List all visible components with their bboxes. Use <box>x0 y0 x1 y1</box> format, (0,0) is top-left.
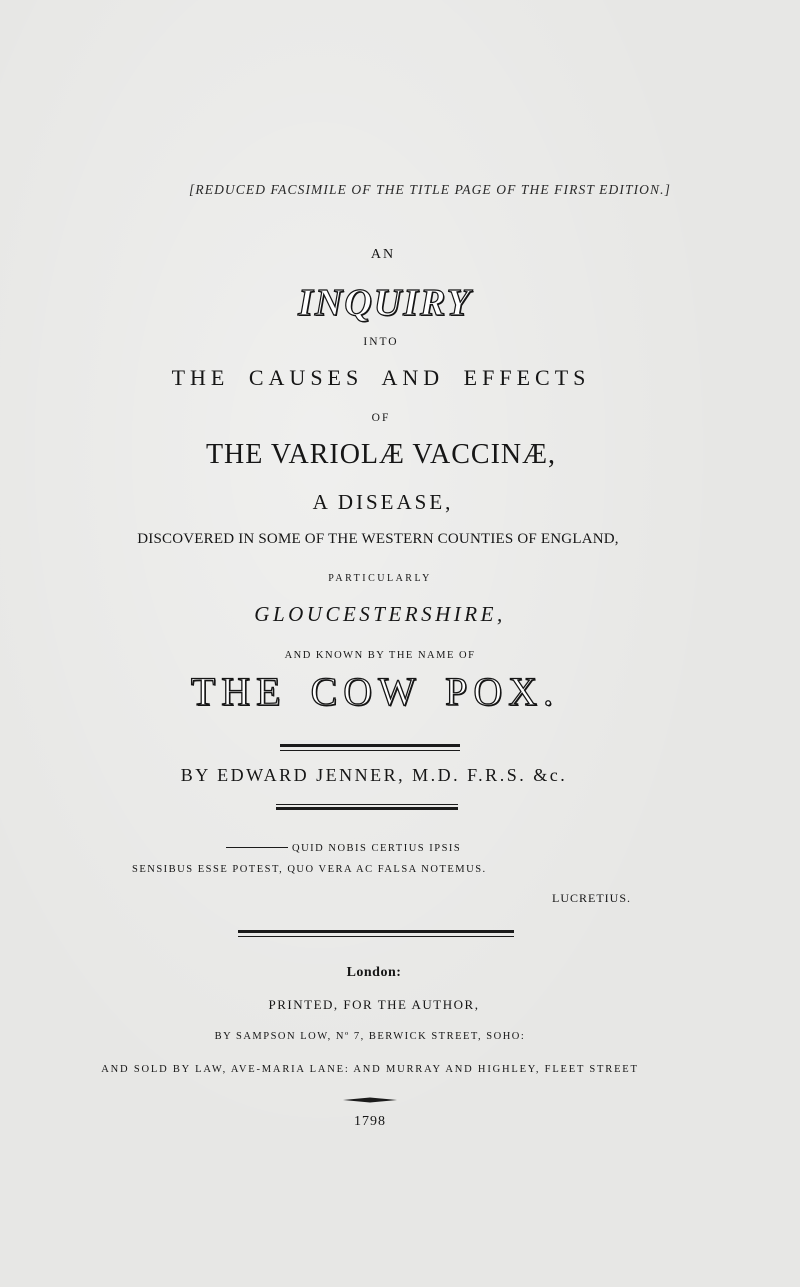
title-discovered: DISCOVERED IN SOME OF THE WESTERN COUNTIES OF ENGLAND, <box>137 531 619 547</box>
double-rule-bottom-thin <box>276 804 458 805</box>
double-rule-bottom-thick <box>276 807 458 810</box>
double-rule-top-thick <box>280 744 460 747</box>
author-byline: BY EDWARD JENNER, M.D. F.R.S. &c. <box>180 765 568 785</box>
epigraph-author: LUCRETIUS. <box>552 891 631 905</box>
imprint-sellers: AND SOLD BY LAW, AVE-MARIA LANE: AND MURRAY AND HIGHLEY, FLEET STREET <box>101 1064 639 1075</box>
title-gloucestershire: GLOUCESTERSHIRE, <box>254 602 506 626</box>
title-inquiry: INQUIRY <box>298 282 472 324</box>
epigraph-line-2: SENSIBUS ESSE POTEST, QUO VERA AC FALSA NOTEMUS. <box>132 864 487 875</box>
imprint-rule-thin <box>238 936 514 937</box>
imprint-printer: BY SAMPSON LOW, Nº 7, BERWICK STREET, SOHO: <box>214 1031 526 1042</box>
imprint-rule-thick <box>238 930 514 933</box>
title-cow-pox: THE COW POX. <box>190 669 560 714</box>
facsimile-caption: [REDUCED FACSIMILE OF THE TITLE PAGE OF THE FIRST EDITION.] <box>189 182 671 197</box>
title-into: INTO <box>363 336 399 348</box>
title-particularly: PARTICULARLY <box>328 573 432 584</box>
epigraph-dash <box>226 847 288 848</box>
title-an: AN <box>370 247 396 262</box>
title-a-disease: A DISEASE, <box>312 490 454 514</box>
imprint-place: London: <box>346 965 402 980</box>
imprint-printed-for: PRINTED, FOR THE AUTHOR, <box>268 997 480 1012</box>
title-causes-and-effects: THE CAUSES AND EFFECTS <box>171 365 591 390</box>
title-known-by-name: AND KNOWN BY THE NAME OF <box>284 650 476 661</box>
double-rule-top-thin <box>280 750 460 751</box>
ornament-rule-icon <box>343 1097 397 1103</box>
title-variolae-vaccinae: THE VARIOLÆ VACCINÆ, <box>205 439 557 470</box>
imprint-year: 1798 <box>354 1114 386 1129</box>
title-of: OF <box>371 412 391 424</box>
epigraph-line-1: QUID NOBIS CERTIUS IPSIS <box>292 843 462 854</box>
